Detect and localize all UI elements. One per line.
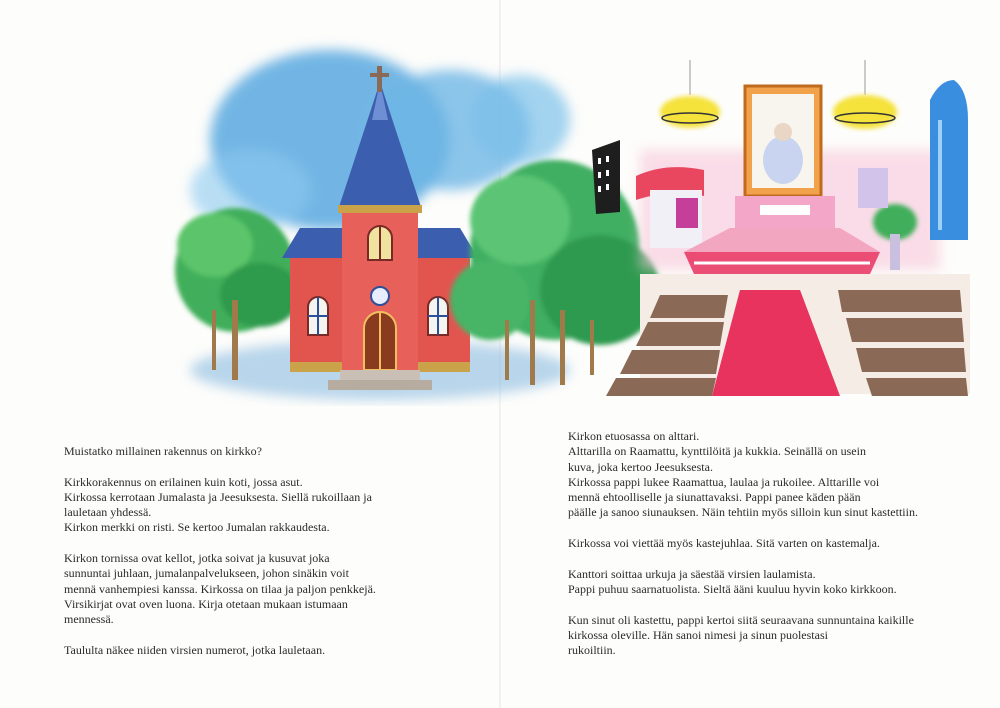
plant-pedestal <box>890 234 900 270</box>
altarpiece <box>745 86 821 196</box>
hymn-board <box>592 140 620 214</box>
left-paragraph-2: Kirkkorakennus on erilainen kuin koti, jossa asut. Kirkossa kerrotaan Jumalasta ja Jeesuksesta. Siellä rukoillaan ja lauletaan yhdessä. Kirkon merkki on risti. Se kertoo Jumalan rakkaudesta. <box>64 474 372 535</box>
right-paragraph-2: Kirkossa voi viettää myös kastejuhlaa. Sitä varten on kastemalja. <box>568 536 880 551</box>
chandelier-left <box>660 60 720 128</box>
right-paragraph-3: Kanttori soittaa urkuja ja säestää virsien laulamista. Pappi puhuu saarnatuolista. Sieltä ääni kuuluu hyvin koko kirkkoon. <box>568 566 897 596</box>
left-paragraph-3: Kirkon tornissa ovat kellot, jotka soivat ja kusuvat joka sunnuntai juhlaan, jumalanpalvelukseen, johon sinäkin voit mennä vanhempiesi kanssa. Kirkossa on tilaa ja paljon penkkejä. Virsikirjat ovat oven luona. Kirja otetaan mukaan istumaan mennessä. <box>64 551 376 627</box>
right-paragraph-1: Kirkon etuosassa on alttari. Alttarilla on Raamattu, kynttilöitä ja kukkia. Seinällä on usein kuva, joka kertoo Jeesuksesta. Kirkossa pappi lukee Raamattua, laulaa ja rukoilee. Alttarille voi mennä ehtoolliselle ja siunattavaksi. Pappi panee käden pään päälle ja sanoo siunauksen. Näin tehtiin myös silloin kun sinut kastettiin. <box>568 429 918 520</box>
left-paragraph-4: Taululta näkee niiden virsien numerot, jotka lauletaan. <box>64 642 326 657</box>
right-page-text <box>568 429 968 674</box>
stained-window <box>930 80 968 240</box>
left-paragraph-1: Muistatko millainen rakennus on kirkko? <box>64 444 262 458</box>
left-page-text <box>64 444 444 673</box>
right-paragraph-4: Kun sinut oli kastettu, pappi kertoi siitä seuraavana sunnuntaina kaikille kirkossa oleville. Hän sanoi nimesi ja sinun puolestasi rukoiltiin. <box>568 612 914 658</box>
wall-tablet <box>858 168 888 208</box>
chandelier-right <box>833 60 897 129</box>
